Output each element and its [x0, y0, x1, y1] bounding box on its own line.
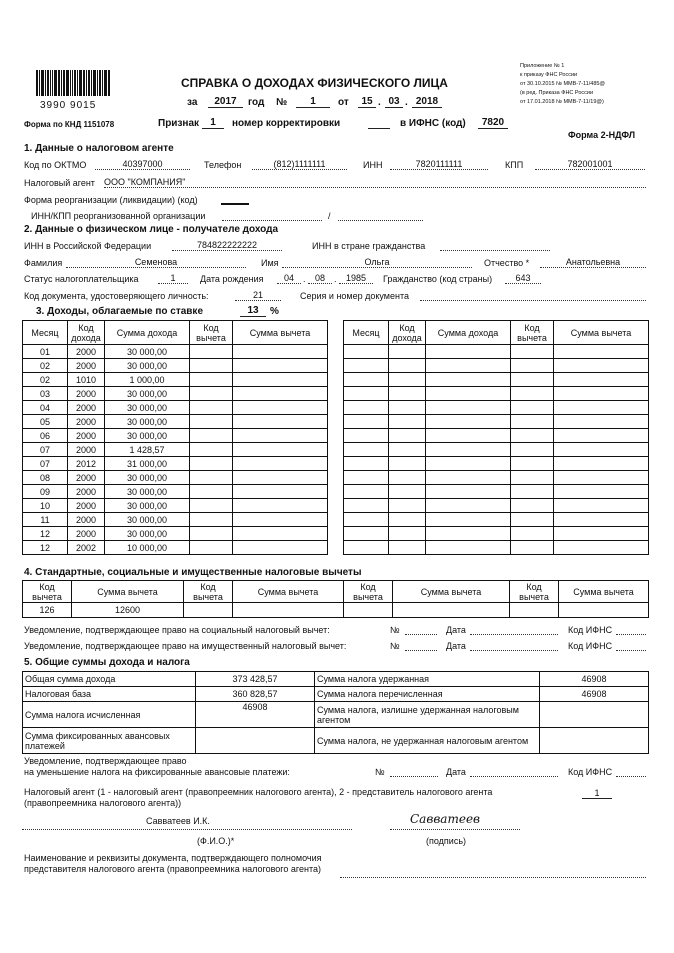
row-income-sum: 1 000,00 [105, 373, 190, 387]
doc-series-label: Серия и номер документа [300, 291, 409, 301]
table-row [344, 387, 649, 401]
row-month: 09 [23, 485, 68, 499]
reorg-label: Форма реорганизации (ликвидации) (код) [24, 195, 198, 205]
col-month: Месяц [344, 321, 389, 345]
row-month: 03 [23, 387, 68, 401]
table-row [23, 373, 328, 387]
row-income-sum: 30 000,00 [105, 471, 190, 485]
table-row [23, 359, 328, 373]
income-table-left [22, 320, 328, 555]
col-month: Месяц [23, 321, 68, 345]
fio-label: (Ф.И.О.)* [197, 836, 235, 846]
table-row [23, 401, 328, 415]
inn-rf-value: 784822222222 [172, 240, 282, 251]
table-row [344, 471, 649, 485]
row-income-code: 2012 [68, 457, 105, 471]
tax-calc-label: Сумма налога исчисленная [23, 702, 196, 728]
tax-calc-value: 46908 [196, 702, 315, 728]
ifns-code: 7820 [478, 117, 508, 129]
tax-rate: 13 [240, 305, 266, 317]
status-label: Статус налогоплательщика [24, 274, 139, 284]
agent-inn-value: 7820111111 [390, 159, 488, 170]
surname-label: Фамилия [24, 258, 63, 268]
notice-fixed-line2: на уменьшение налога на фиксированные авансовые платежи: [24, 767, 290, 777]
totals-table [22, 671, 649, 754]
number-sign: № [276, 97, 288, 108]
phone-value: (812)1111111 [252, 159, 347, 170]
income-table-right [343, 320, 649, 555]
table-row [344, 457, 649, 471]
table-row [23, 527, 328, 541]
section5-title: 5. Общие суммы дохода и налога [24, 657, 190, 668]
inn-foreign-label: ИНН в стране гражданства [312, 241, 426, 251]
correction-value [368, 117, 390, 129]
table-row [344, 485, 649, 499]
row-income-code: 2000 [68, 527, 105, 541]
inn-foreign-value [440, 240, 550, 251]
notice-social: Уведомление, подтверждающее право на социальный налоговый вычет: [24, 625, 330, 635]
citizenship-value: 643 [505, 273, 541, 284]
row-income-sum: 30 000,00 [105, 499, 190, 513]
row-month: 12 [23, 541, 68, 555]
date-day: 15 [358, 96, 376, 108]
row-income-code: 2000 [68, 485, 105, 499]
date-year: 2018 [412, 96, 442, 108]
row-income-code: 1010 [68, 373, 105, 387]
table-row [23, 415, 328, 429]
dob-day: 04 [277, 273, 301, 284]
agent-inn-label: ИНН [363, 160, 383, 170]
row-income-sum: 30 000,00 [105, 513, 190, 527]
table-row [23, 443, 328, 457]
col-income-sum: Сумма дохода [426, 321, 511, 345]
ifns-label: в ИФНС (код) [400, 118, 466, 129]
doc-series-value [420, 290, 646, 301]
row-income-sum: 30 000,00 [105, 429, 190, 443]
section1-title: 1. Данные о налоговом агенте [24, 143, 174, 154]
total-income-label: Общая сумма дохода [23, 672, 196, 687]
table-row [23, 485, 328, 499]
table-row [344, 415, 649, 429]
table-row [344, 541, 649, 555]
row-income-code: 2000 [68, 471, 105, 485]
table-row [23, 457, 328, 471]
name-value: Ольга [282, 257, 472, 268]
agent-label: Налоговый агент [24, 178, 95, 188]
inn-rf-label: ИНН в Российской Федерации [24, 241, 152, 251]
reorg-kpp [338, 210, 423, 221]
priznak-value: 1 [202, 117, 224, 129]
patronymic-label: Отчество * [484, 258, 530, 268]
col-deduction-code: Код вычета [511, 321, 554, 345]
withheld-label: Сумма налога удержанная [315, 672, 540, 687]
row-month: 10 [23, 499, 68, 513]
row-month: 04 [23, 401, 68, 415]
row-month: 12 [23, 527, 68, 541]
row-income-code: 2000 [68, 401, 105, 415]
row-income-code: 2000 [68, 387, 105, 401]
table-row [344, 429, 649, 443]
dob-label: Дата рождения [200, 274, 264, 284]
table-row [23, 345, 328, 359]
sign-label: (подпись) [426, 836, 467, 846]
notice-property: Уведомление, подтверждающее право на имущественный налоговый вычет: [24, 641, 347, 651]
agent-name: ООО "КОМПАНИЯ" [104, 177, 646, 188]
table-row [23, 541, 328, 555]
citizenship-label: Гражданство (код страны) [383, 274, 493, 284]
row-income-sum: 30 000,00 [105, 401, 190, 415]
correction-label: номер корректировки [232, 118, 341, 129]
ot-label: от [338, 97, 349, 108]
deduction-sum: 12600 [72, 603, 184, 618]
excess-label: Сумма налога, излишне удержанная налоговым агентом [315, 702, 540, 728]
row-income-code: 2000 [68, 429, 105, 443]
table-row [344, 443, 649, 457]
barcode [36, 70, 120, 96]
row-month: 02 [23, 373, 68, 387]
transferred-label: Сумма налога перечисленная [315, 687, 540, 702]
barcode-number: 3990 9015 [40, 100, 97, 111]
transferred-value: 46908 [540, 687, 649, 702]
za-label: за [187, 97, 198, 108]
table-row [344, 513, 649, 527]
row-month: 05 [23, 415, 68, 429]
table-row [344, 359, 649, 373]
table-row [23, 429, 328, 443]
patronymic-value: Анатольевна [540, 257, 646, 268]
table-row [344, 401, 649, 415]
row-income-sum: 30 000,00 [105, 415, 190, 429]
tax-base-value: 360 828,57 [196, 687, 315, 702]
table-row [344, 373, 649, 387]
row-income-sum: 30 000,00 [105, 387, 190, 401]
fixed-payments-label: Сумма фиксированных авансовых платежей [23, 728, 196, 754]
doc-code-value: 21 [235, 290, 281, 301]
agent-type-text1: Налоговый агент (1 - налоговый агент (правопреемник налогового агента), 2 - представитель налогового агента [24, 787, 493, 797]
table-row [23, 499, 328, 513]
phone-label: Телефон [204, 160, 242, 170]
report-year: 2017 [208, 96, 243, 108]
appendix-note: Приложение № 1 к приказу ФНС России от 30.10.2015 № ММВ-7-11/485@ (в ред. Приказа ФНС России от 17.01.2018 № ММВ-7-11/19@) [520, 63, 606, 105]
row-income-code: 2000 [68, 499, 105, 513]
surname-value: Семенова [66, 257, 246, 268]
row-income-sum: 30 000,00 [105, 527, 190, 541]
form-name: Форма 2-НДФЛ [568, 130, 636, 140]
row-income-sum: 10 000,00 [105, 541, 190, 555]
table-row [344, 499, 649, 513]
fio-value: Савватеев И.К. [146, 816, 210, 826]
row-month: 02 [23, 359, 68, 373]
col-deduction-sum: Сумма вычета [233, 321, 328, 345]
signature: Савватеев [410, 812, 481, 826]
doc-text2: представителя налогового агента (правопреемника налогового агента) [24, 864, 321, 874]
dob-year: 1985 [339, 273, 373, 284]
doc-text1: Наименование и реквизиты документа, подтверждающего полномочия [24, 853, 322, 863]
row-income-code: 2000 [68, 443, 105, 457]
col-income-code: Код дохода [389, 321, 426, 345]
oktmo-label: Код по ОКТМО [24, 160, 87, 170]
deduction-code: 126 [23, 603, 72, 618]
table-row [23, 513, 328, 527]
row-month: 11 [23, 513, 68, 527]
row-month: 07 [23, 443, 68, 457]
row-income-code: 2000 [68, 345, 105, 359]
col-income-sum: Сумма дохода [105, 321, 190, 345]
table-row [344, 345, 649, 359]
agent-type-value: 1 [582, 788, 612, 799]
col-income-code: Код дохода [68, 321, 105, 345]
row-income-code: 2000 [68, 359, 105, 373]
row-income-code: 2000 [68, 415, 105, 429]
percent-sign: % [270, 306, 279, 317]
row-income-sum: 1 428,57 [105, 443, 190, 457]
col-deduction-code: Код вычета [190, 321, 233, 345]
table-row [23, 471, 328, 485]
cert-number: 1 [296, 96, 330, 108]
deductions-table: Код вычета Сумма вычета Код вычета Сумма вычета Код вычета Сумма вычета Код вычета Сумма вычета 126 12600 [22, 580, 649, 618]
doc-code-label: Код документа, удостоверяющего личность: [24, 291, 209, 301]
name-label: Имя [261, 258, 279, 268]
oktmo-value: 40397000 [95, 159, 190, 170]
total-income-value: 373 428,57 [196, 672, 315, 687]
row-income-sum: 30 000,00 [105, 485, 190, 499]
reorg-code [221, 193, 249, 205]
date-month: 03 [385, 96, 403, 108]
withheld-value: 46908 [540, 672, 649, 687]
god-label: год [248, 97, 265, 108]
doc-line [340, 876, 646, 878]
table-row [344, 527, 649, 541]
dob-month: 08 [308, 273, 332, 284]
status-value: 1 [158, 273, 188, 284]
reorg-inn-label: ИНН/КПП реорганизованной организации [31, 211, 206, 221]
reorg-inn [222, 210, 322, 221]
row-income-code: 2002 [68, 541, 105, 555]
agent-type-text2: (правопреемника налогового агента)) [24, 798, 182, 808]
not-withheld-label: Сумма налога, не удержанная налоговым агентом [315, 728, 540, 754]
notice-fixed-line1: Уведомление, подтверждающее право [24, 756, 187, 766]
section2-title: 2. Данные о физическом лице - получателе дохода [24, 224, 279, 235]
row-month: 01 [23, 345, 68, 359]
knd-code: Форма по КНД 1151078 [24, 120, 115, 129]
kpp-value: 782001001 [535, 159, 645, 170]
priznak-label: Признак [158, 118, 200, 129]
row-month: 07 [23, 457, 68, 471]
row-income-sum: 31 000,00 [105, 457, 190, 471]
section3-title: 3. Доходы, облагаемые по ставке [36, 306, 204, 317]
kpp-label: КПП [505, 160, 524, 170]
section4-title: 4. Стандартные, социальные и имущественные налоговые вычеты [24, 567, 362, 578]
row-income-code: 2000 [68, 513, 105, 527]
row-income-sum: 30 000,00 [105, 359, 190, 373]
form-title: СПРАВКА О ДОХОДАХ ФИЗИЧЕСКОГО ЛИЦА [181, 76, 448, 90]
tax-base-label: Налоговая база [23, 687, 196, 702]
col-deduction-sum: Сумма вычета [554, 321, 649, 345]
row-month: 08 [23, 471, 68, 485]
row-month: 06 [23, 429, 68, 443]
row-income-sum: 30 000,00 [105, 345, 190, 359]
table-row [23, 387, 328, 401]
